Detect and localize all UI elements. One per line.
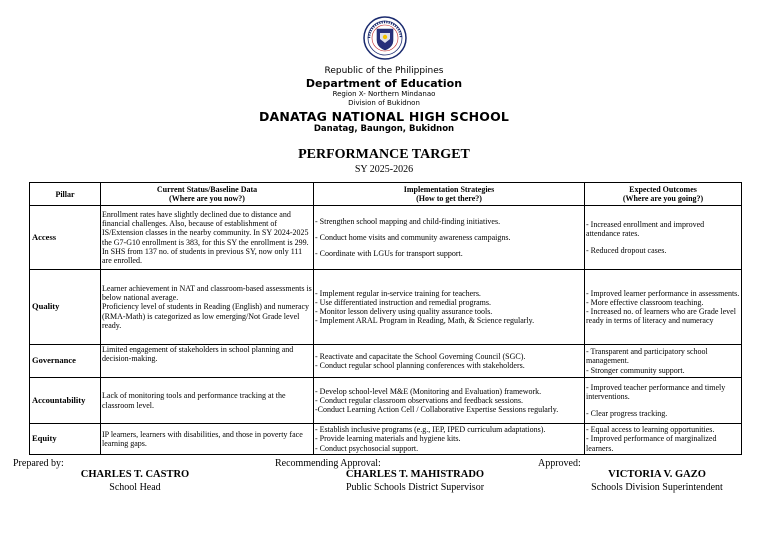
table-row [30, 270, 742, 345]
school-year: SY 2025-2026 [354, 164, 414, 175]
header-implementation-strategies: Implementation Strategies (How to get there?) [314, 183, 585, 206]
performance-target-table [29, 182, 742, 455]
strategies-cell: - Reactivate and capacitate the School Governing Council (SGC). - Conduct regular school planning conferences with stakeholders. [314, 345, 585, 378]
recommending-approval-label: Recommending Approval: [275, 458, 381, 469]
recommending-approval-name: CHARLES T. MAHISTRADO [345, 469, 485, 480]
school-address: Danatag, Baungon, Bukidnon [313, 124, 455, 134]
header-expected-outcomes: Expected Outcomes (Where are you going?) [585, 183, 742, 206]
outcomes-cell: - Increased enrollment and improved attendance rates. - Reduced dropout cases. [585, 206, 742, 270]
status-cell: IP learners, learners with disabilities, and those in poverty face learning gaps. [101, 424, 314, 455]
pillar-cell: Equity [30, 424, 101, 455]
outcomes-cell: - Transparent and participatory school management. - Stronger community support. [585, 345, 742, 378]
table-row [30, 378, 742, 424]
region-line: Region X- Northern Mindanao [332, 90, 436, 98]
department-name: Department of Education [305, 77, 463, 90]
pillar-cell: Accountability [30, 378, 101, 424]
strategies-cell: - Develop school-level M&E (Monitoring and Evaluation) framework. - Conduct regular classroom observations and feedback sessions. -Conduct Learning Action Cell / Collaborative Expertise Sessions regularly. [314, 378, 585, 424]
deped-seal-icon [363, 16, 407, 60]
strategies-cell: - Implement regular in-service training for teachers. - Use differentiated instruction and remedial programs. - Monitor lesson delivery using quality assurance tools. - Implement ARAL Program in Reading, Math, & Science regularly. [314, 270, 585, 345]
prepared-by-label: Prepared by: [13, 458, 64, 469]
status-cell: Lack of monitoring tools and performance tracking at the classroom level. [101, 378, 314, 424]
pillar-cell: Access [30, 206, 101, 270]
strategies-cell: - Strengthen school mapping and child-finding initiatives. - Conduct home visits and community awareness campaigns. - Coordinate with LGUs for transport support. [314, 206, 585, 270]
outcomes-cell: - Improved learner performance in assessments. - More effective classroom teaching. - Increased no. of learners who are Grade level ready in terms of literacy and numeracy [585, 270, 742, 345]
approved-label: Approved: [538, 458, 581, 469]
republic-line: Republic of the Philippines [324, 66, 444, 76]
table-row [30, 345, 742, 378]
table-row [30, 424, 742, 455]
outcomes-cell: - Equal access to learning opportunities. - Improved performance of marginalized learners. [585, 424, 742, 455]
header-pillar: Pillar [30, 183, 101, 206]
status-cell: Enrollment rates have slightly declined due to distance and financial challenges. Also, because of establishment of IS/Extension classes in the nearby community. In SY 2024-2025 the G7-G10 enrollment is 383, for this SY the enrollment is 299. In SHS from 137 no. of students in previous SY, now only 111 are enrolled. [101, 206, 314, 270]
page-title: PERFORMANCE TARGET [298, 147, 470, 162]
status-cell: Limited engagement of stakeholders in school planning and decision-making. [101, 345, 314, 378]
outcomes-cell: - Improved teacher performance and timely interventions. - Clear progress tracking. [585, 378, 742, 424]
strategies-cell: - Establish inclusive programs (e.g., IEP, IPED curriculum adaptations). - Provide learning materials and hygiene kits. - Conduct psychosocial support. [314, 424, 585, 455]
approved-position: Schools Division Superintendent [591, 482, 723, 493]
status-cell: Learner achievement in NAT and classroom-based assessments is below national average. Proficiency level of students in Reading (English) and numeracy (RMA-Math) is categorized as low emerging/Not Grade level ready. [101, 270, 314, 345]
prepared-by-name: CHARLES T. CASTRO [80, 469, 190, 480]
recommending-approval-position: Public Schools District Supervisor [345, 482, 485, 493]
prepared-by-position: School Head [109, 482, 161, 493]
division-line: Division of Bukidnon [348, 99, 420, 107]
approved-name: VICTORIA V. GAZO [608, 469, 706, 480]
table-row [30, 206, 742, 270]
table-header-row [30, 183, 742, 206]
pillar-cell: Quality [30, 270, 101, 345]
school-name: DANATAG NATIONAL HIGH SCHOOL [258, 109, 510, 124]
header-current-status: Current Status/Baseline Data (Where are you now?) [101, 183, 314, 206]
pillar-cell: Governance [30, 345, 101, 378]
